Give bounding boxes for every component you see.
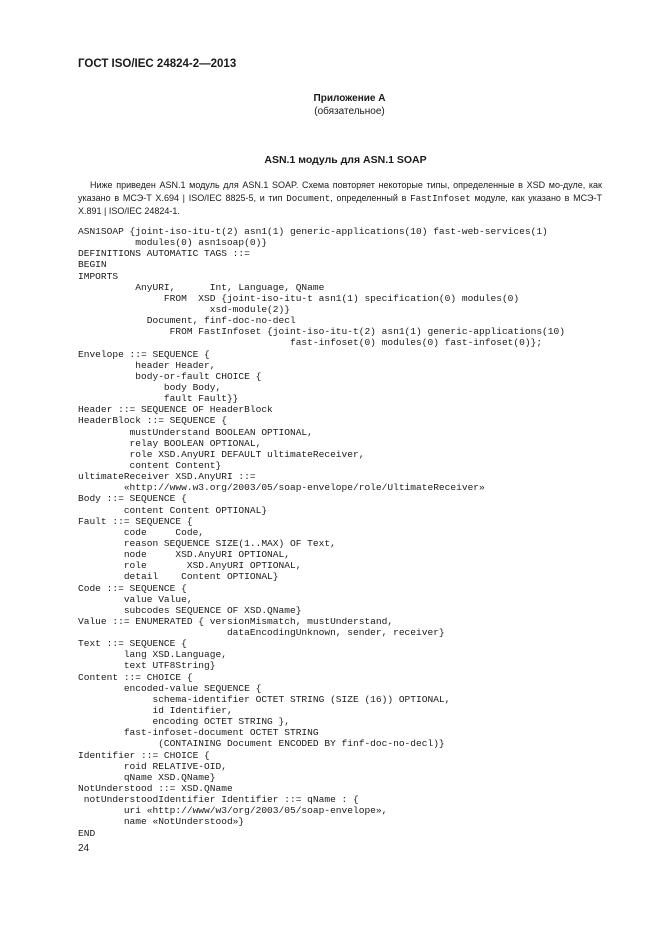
appendix-title: Приложение А [313, 93, 386, 104]
code-line: «http://www.w3.org/2003/05/soap-envelope/role/UltimateReceiver» [78, 482, 485, 494]
code-line: reason SEQUENCE SIZE(1..MAX) OF Text, [78, 537, 336, 549]
code-line: body Body, [78, 381, 222, 393]
code-line: FROM XSD {joint-iso-itu-t asn1(1) specification(0) modules(0) [78, 292, 520, 304]
code-line: content Content OPTIONAL} [78, 504, 268, 516]
code-line: Identifier ::= CHOICE { [78, 749, 210, 761]
code-line: Value ::= ENUMERATED { versionMismatch, mustUnderstand, [78, 615, 394, 627]
code-line: uri «http://www/w3/org/2003/05/soap-envelope», [78, 805, 388, 817]
code-line: Body ::= SEQUENCE { [78, 493, 187, 505]
code-line: code Code, [78, 526, 205, 538]
code-line: IMPORTS [78, 270, 119, 282]
code-line: Text ::= SEQUENCE { [78, 638, 187, 650]
code-line: AnyURI, Int, Language, QName [78, 281, 325, 293]
code-line: body-or-fault CHOICE { [78, 370, 262, 382]
section-title: ASN.1 модуль для ASN.1 SOAP [264, 154, 427, 166]
code-line: Code ::= SEQUENCE { [78, 582, 187, 594]
code-line: Fault ::= SEQUENCE { [78, 515, 193, 527]
code-line: DEFINITIONS AUTOMATIC TAGS ::= [78, 248, 250, 260]
code-line: content Content} [78, 459, 222, 471]
code-line: Envelope ::= SEQUENCE { [78, 348, 210, 360]
code-line: schema-identifier OCTET STRING (SIZE (16)) OPTIONAL, [78, 693, 451, 705]
code-line: (CONTAINING Document ENCODED BY finf-doc-no-decl)} [78, 738, 445, 750]
code-line: Content ::= CHOICE { [78, 671, 193, 683]
code-line: dataEncodingUnknown, sender, receiver} [78, 627, 445, 639]
appendix-status: (обязательное) [314, 106, 385, 117]
code-line: HeaderBlock ::= SEQUENCE { [78, 415, 227, 427]
code-line: fast-infoset-document OCTET STRING [78, 727, 319, 739]
code-line: value Value, [78, 593, 193, 605]
code-line: header Header, [78, 359, 216, 371]
code-line: detail Content OPTIONAL} [78, 571, 279, 583]
code-line: BEGIN [78, 259, 107, 271]
code-line: notUnderstoodIdentifier Identifier ::= qName : { [78, 794, 359, 806]
code-line: qName XSD.QName} [78, 771, 216, 783]
code-line: fault Fault}} [78, 393, 239, 405]
code-line: xsd-module(2)} [78, 303, 290, 315]
appendix-heading [0, 92, 661, 118]
intro-term-document: Document [286, 193, 331, 204]
code-line: Document, finf-doc-no-decl [78, 315, 296, 327]
asn1-code-listing [78, 226, 565, 839]
code-line: Header ::= SEQUENCE OF HeaderBlock [78, 404, 273, 416]
code-line: roid RELATIVE-OID, [78, 760, 227, 772]
code-line: fast-infoset(0) modules(0) fast-infoset(0)}; [78, 337, 543, 349]
code-line: FROM FastInfoset {joint-iso-itu-t(2) asn1(1) generic-applications(10) [78, 326, 565, 338]
page-number: 24 [78, 843, 90, 854]
intro-term-fastinfoset: FastInfoset [410, 193, 471, 204]
code-line: text UTF8String} [78, 660, 216, 672]
code-line: role XSD.AnyURI DEFAULT ultimateReceiver, [78, 448, 365, 460]
code-line: subcodes SEQUENCE OF XSD.QName} [78, 604, 302, 616]
code-line: id Identifier, [78, 705, 233, 717]
intro-paragraph [78, 179, 602, 218]
code-line: ASN1SOAP {joint-iso-itu-t(2) asn1(1) generic-applications(10) fast-web-services(1) [78, 226, 548, 237]
code-line: lang XSD.Language, [78, 649, 227, 661]
code-line: END [78, 827, 96, 839]
intro-text-3: модуле, как указано в МСЭ-Т Х.891 | ISO/IEC 24824-1. [78, 193, 602, 216]
document-header: ГОСТ ISO/IEC 24824-2—2013 [78, 58, 237, 70]
intro-text-2: , определенный в [330, 193, 411, 203]
code-line: name «NotUnderstood»} [78, 816, 245, 828]
code-line: mustUnderstand BOOLEAN OPTIONAL, [78, 426, 313, 438]
code-line: node XSD.AnyURI OPTIONAL, [78, 549, 290, 561]
intro-text-1: Ниже приведен ASN.1 модуль для ASN.1 SOAP. Схема повторяет некоторые типы, определенные в XSD мо-дуле, как указано в МСЭ-Т Х.694 | ISO/IEC 8825-5, и тип [78, 180, 602, 203]
code-line: role XSD.AnyURI OPTIONAL, [78, 560, 302, 572]
code-line: relay BOOLEAN OPTIONAL, [78, 437, 262, 449]
code-line: encoded-value SEQUENCE { [78, 682, 262, 694]
code-line: modules(0) asn1soap(0)} [78, 237, 268, 249]
code-line: encoding OCTET STRING }, [78, 716, 290, 728]
code-line: ultimateReceiver XSD.AnyURI ::= [78, 471, 256, 483]
code-line: NotUnderstood ::= XSD.QName [78, 783, 233, 795]
